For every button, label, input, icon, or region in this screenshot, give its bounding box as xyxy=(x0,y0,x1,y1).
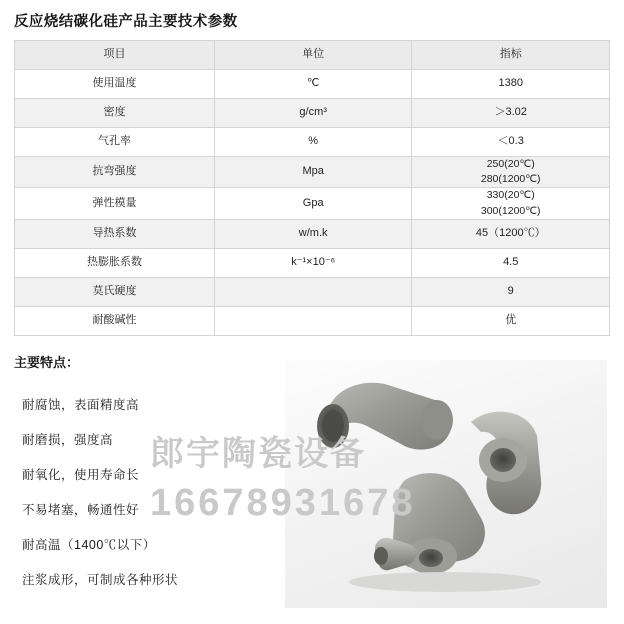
features-list xyxy=(22,395,272,605)
list-item: 不易堵塞，畅通性好 xyxy=(22,503,140,517)
product-photo xyxy=(285,360,607,608)
table-row xyxy=(15,188,610,219)
cell-item: 莫氏硬度 xyxy=(15,277,215,306)
table-header-row xyxy=(15,41,610,70)
list-item: 耐氧化，使用寿命长 xyxy=(22,468,140,482)
cell-unit: w/m.k xyxy=(214,219,412,248)
cell-value: 1380 xyxy=(412,70,610,99)
cell-value: ＜0.3 xyxy=(412,128,610,157)
table-row xyxy=(15,157,610,188)
cell-value: 9 xyxy=(412,277,610,306)
cell-unit xyxy=(214,277,412,306)
cell-item: 导热系数 xyxy=(15,219,215,248)
cell-value: 优 xyxy=(412,306,610,335)
cell-item: 热膨胀系数 xyxy=(15,248,215,277)
table-row xyxy=(15,219,610,248)
list-item: 耐腐蚀，表面精度高 xyxy=(22,398,140,412)
cell-item: 使用温度 xyxy=(15,70,215,99)
cell-value: 45（1200℃） xyxy=(412,219,610,248)
table-row xyxy=(15,248,610,277)
cell-value: 4.5 xyxy=(412,248,610,277)
cell-unit: % xyxy=(214,128,412,157)
cell-item: 耐酸碱性 xyxy=(15,306,215,335)
table-row xyxy=(15,306,610,335)
cell-unit: k⁻¹×10⁻⁶ xyxy=(214,248,412,277)
elbow-right xyxy=(471,412,541,515)
list-item: 耐磨损，强度高 xyxy=(22,433,114,447)
table-header-item: 项目 xyxy=(15,41,215,70)
cell-unit xyxy=(214,306,412,335)
cell-unit: Mpa xyxy=(214,157,412,188)
cell-value: 250(20℃) 280(1200℃) xyxy=(412,157,610,188)
cell-item: 弹性模量 xyxy=(15,188,215,219)
table-row xyxy=(15,99,610,128)
cell-unit: ℃ xyxy=(214,70,412,99)
list-item: 注浆成形，可制成各种形状 xyxy=(22,573,179,587)
table-row xyxy=(15,128,610,157)
cell-value: ＞3.02 xyxy=(412,99,610,128)
elbow-upper-left xyxy=(317,383,453,450)
cell-unit: g/cm³ xyxy=(214,99,412,128)
watermark-line-1: 郎宇陶瓷设备 xyxy=(150,435,366,473)
cell-item: 密度 xyxy=(15,99,215,128)
cell-value: 330(20℃) 300(1200℃) xyxy=(412,188,610,219)
cell-item: 气孔率 xyxy=(15,128,215,157)
list-item: 耐高温（1400℃以下） xyxy=(22,538,156,552)
cell-unit: Gpa xyxy=(214,188,412,219)
table-row xyxy=(15,70,610,99)
watermark-line-2: 16678931678 xyxy=(150,481,416,524)
page-title: 反应烧结碳化硅产品主要技术参数 xyxy=(14,14,238,30)
features-title: 主要特点： xyxy=(14,355,80,370)
spec-table xyxy=(14,40,610,336)
cell-item: 抗弯强度 xyxy=(15,157,215,188)
table-row xyxy=(15,277,610,306)
table-header-unit: 单位 xyxy=(214,41,412,70)
table-header-value: 指标 xyxy=(412,41,610,70)
